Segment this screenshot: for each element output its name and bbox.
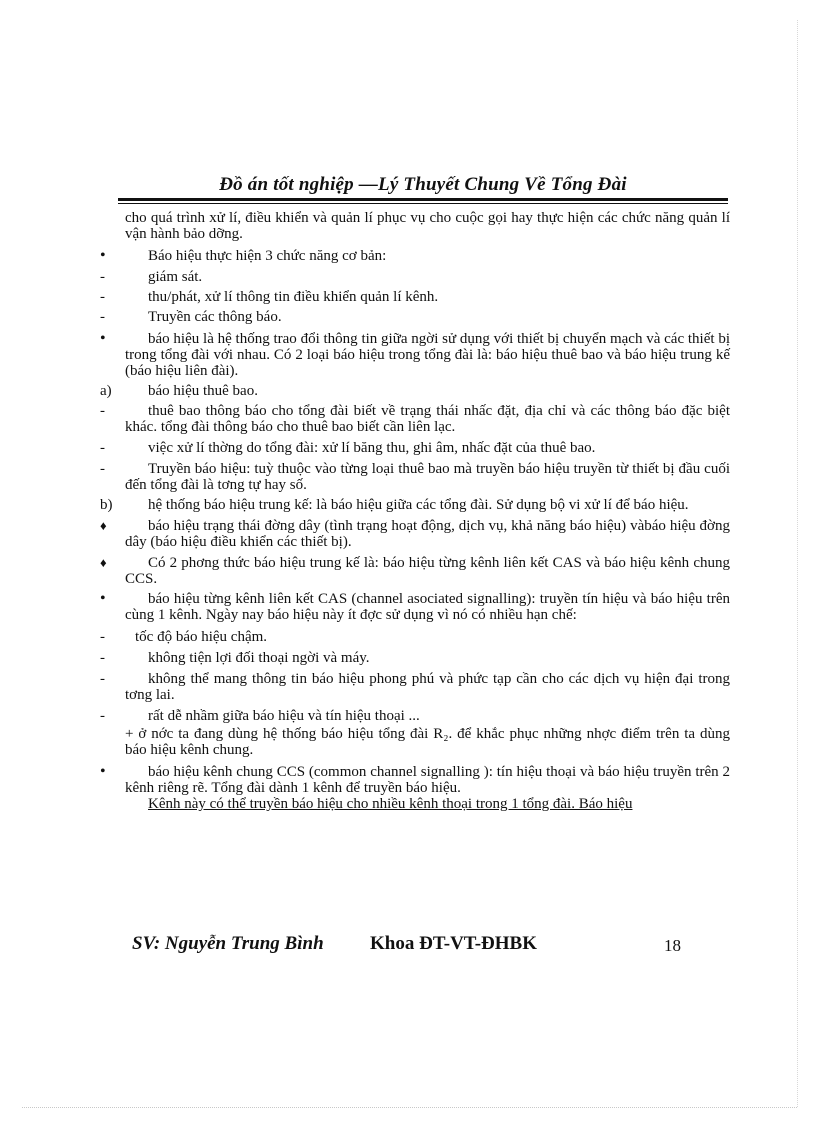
header-rule-thick (118, 198, 728, 201)
paragraph (100, 403, 730, 435)
disc-bullet-icon: • (100, 330, 106, 347)
paragraph-text: Truyền báo hiệu: tuỳ thuộc vào từng loại thuê bao mà truyền báo hiệu truyền từ thiết bị đầu cuối đến tổng đài là tơng tự hay số. (125, 461, 730, 493)
paragraph-text: hệ thống báo hiệu trung kế: là báo hiệu giữa các tổng đài. Sử dụng bộ vi xử lí để báo hiệu. (148, 497, 689, 513)
paragraph (100, 650, 730, 666)
list-marker: - (100, 309, 105, 325)
disc-bullet-icon: • (100, 590, 106, 607)
paragraph-text: + ở nớc ta đang dùng hệ thống báo hiệu tổng đài R₂. để khắc phục những nhợc điểm trên ta dùng báo hiệu kênh chung. (125, 726, 730, 758)
paragraph-text: báo hiệu từng kênh liên kết CAS (channel asociated signalling): truyền tín hiệu và báo hiệu trên cùng 1 kênh. Ngày nay báo hiệu này ít đợc sử dụng vì nó có nhiều hạn chế: (125, 591, 730, 623)
paragraph-text: Kênh này có thể truyền báo hiệu cho nhiều kênh thoại trong 1 tổng đài. Báo hiệu (148, 796, 633, 812)
footer-student-name: SV: Nguyễn Trung Bình (132, 933, 324, 954)
list-marker: a) (100, 383, 112, 399)
bullet-paragraph (100, 764, 730, 796)
paragraph (100, 210, 730, 242)
paragraph-text: cho quá trình xử lí, điều khiển và quản lí phục vụ cho cuộc gọi hay thực hiện các chức năng quản lí vận hành bảo dỡng. (125, 210, 730, 242)
paragraph-text: báo hiệu thuê bao. (148, 383, 258, 399)
paragraph-text: Báo hiệu thực hiện 3 chức năng cơ bản: (148, 248, 387, 264)
paragraph-text: việc xử lí thờng do tổng đài: xử lí băng thu, ghi âm, nhấc đặt của thuê bao. (148, 440, 596, 456)
list-marker: - (100, 289, 105, 305)
page-border-dotted-right (797, 20, 798, 1107)
list-marker: - (100, 629, 105, 645)
paragraph (100, 796, 730, 812)
list-marker: - (100, 440, 105, 456)
paragraph-text: tốc độ báo hiệu chậm. (135, 629, 268, 645)
paragraph (100, 289, 730, 305)
bullet-paragraph (100, 248, 730, 264)
paragraph-text: thuê bao thông báo cho tổng đài biết về trạng thái nhấc đặt, địa chỉ và các thông báo đặc biệt khác. tổng đài thông báo cho thuê bao biết cần liên lạc. (125, 403, 730, 435)
paragraph-text: báo hiệu kênh chung CCS (common channel signalling ): tín hiệu thoại và báo hiệu truyền trên 2 kênh riêng rẽ. Tổng đài dành 1 kênh để truyền báo hiệu. (125, 764, 730, 796)
diamond-bullet-icon: ♦ (100, 518, 107, 533)
paragraph (100, 269, 730, 285)
paragraph (100, 671, 730, 703)
paragraph-text: giám sát. (148, 269, 203, 285)
paragraph-text: thu/phát, xử lí thông tin điều khiển quản lí kênh. (148, 289, 439, 305)
paragraph (100, 461, 730, 493)
page-number: 18 (664, 936, 681, 955)
list-marker: - (100, 269, 105, 285)
header-rule-thin (118, 203, 728, 204)
diamond-bullet-icon: ♦ (100, 555, 107, 570)
document-body (100, 210, 730, 812)
paragraph (100, 497, 730, 513)
paragraph-text: Truyền các thông báo. (148, 309, 282, 325)
paragraph (100, 440, 730, 456)
paragraph (100, 383, 730, 399)
list-marker: - (100, 671, 105, 687)
disc-bullet-icon: • (100, 763, 106, 780)
disc-bullet-icon: • (100, 247, 106, 264)
paragraph-text: báo hiệu trạng thái đờng dây (tình trạng hoạt động, dịch vụ, khả năng báo hiệu) vàbáo hiệu đờng dây (báo hiệu điều khiển các thiết bị). (125, 518, 730, 550)
list-marker: - (100, 708, 105, 724)
paragraph (100, 309, 730, 325)
list-marker: - (100, 650, 105, 666)
paragraph-text: báo hiệu là hệ thống trao đổi thông tin giữa ngời sử dụng với thiết bị chuyển mạch và các thiết bị trong tổng đài với nhau. Có 2 loại báo hiệu trong tổng đài là: báo hiệu thuê bao và báo hiệu trung kế (báo hiệu liên đài). (125, 331, 730, 379)
bullet-paragraph (100, 518, 730, 550)
paragraph-text: không tiện lợi đối thoại ngời và máy. (148, 650, 370, 666)
paragraph (100, 726, 730, 758)
paragraph (100, 629, 730, 645)
page-footer (132, 933, 692, 957)
paragraph-text: rất dễ nhầm giữa báo hiệu và tín hiệu thoại ... (148, 708, 420, 724)
page-border-dotted-bottom (22, 1107, 797, 1108)
paragraph-text: không thể mang thông tin báo hiệu phong phú và phức tạp cần cho các dịch vụ hiện đại trong tơng lai. (125, 671, 730, 703)
paragraph-text: Có 2 phơng thức báo hiệu trung kế là: báo hiệu từng kênh liên kết CAS và báo hiệu kênh chung CCS. (125, 555, 730, 587)
bullet-paragraph (100, 591, 730, 623)
list-marker: b) (100, 497, 113, 513)
list-marker: - (100, 403, 105, 419)
list-marker: - (100, 461, 105, 477)
bullet-paragraph (100, 331, 730, 379)
document-header-title: Đồ án tốt nghiệp —Lý Thuyết Chung Về Tổng Đài (219, 174, 627, 195)
paragraph (100, 708, 730, 724)
bullet-paragraph (100, 555, 730, 587)
footer-faculty: Khoa ĐT-VT-ĐHBK (370, 933, 538, 954)
